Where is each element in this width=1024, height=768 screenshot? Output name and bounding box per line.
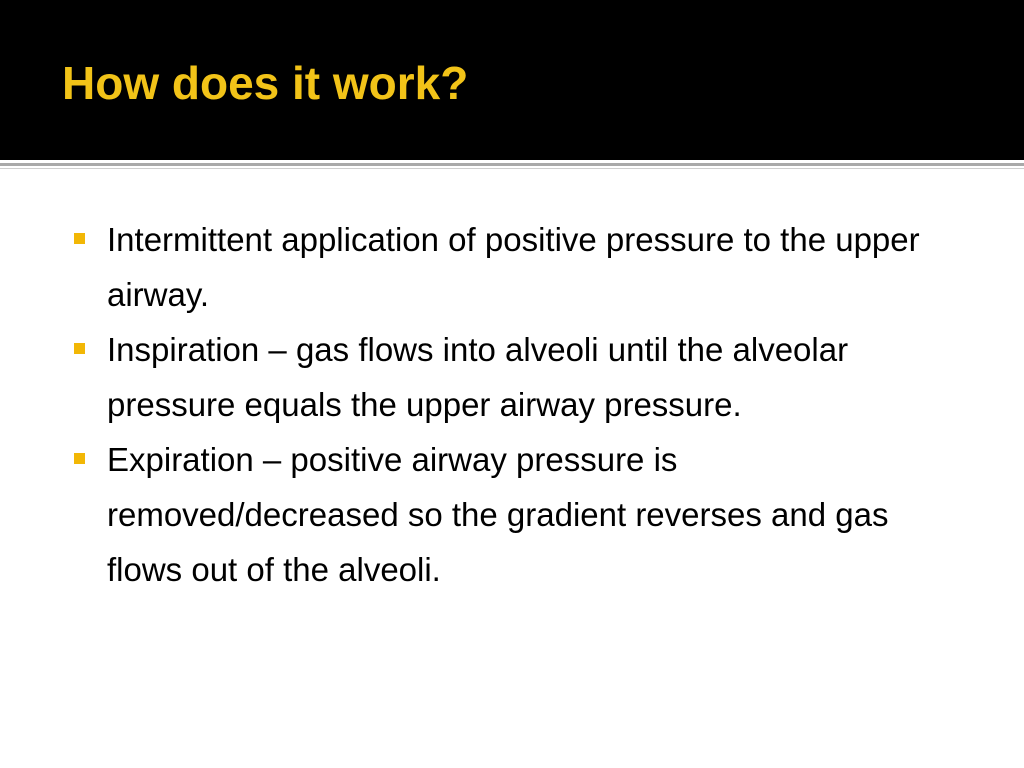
- square-bullet-icon: [74, 343, 85, 354]
- bullet-item: [74, 212, 954, 322]
- bullet-item: [74, 322, 954, 432]
- title-bar: [0, 0, 1024, 160]
- title-divider: [0, 163, 1024, 166]
- square-bullet-icon: [74, 453, 85, 464]
- bullet-text: Inspiration – gas flows into alveoli until the alveolar pressure equals the upper airway pressure.: [107, 331, 849, 423]
- square-bullet-icon: [74, 233, 85, 244]
- title-divider-thin: [0, 168, 1024, 169]
- bullet-text: Expiration – positive airway pressure is removed/decreased so the gradient reverses and gas flows out of the alveoli.: [107, 441, 889, 588]
- bullet-text: Intermittent application of positive pressure to the upper airway.: [107, 221, 920, 313]
- slide-title: How does it work?: [62, 57, 469, 109]
- bullet-list: [74, 212, 954, 597]
- bullet-item: [74, 432, 954, 597]
